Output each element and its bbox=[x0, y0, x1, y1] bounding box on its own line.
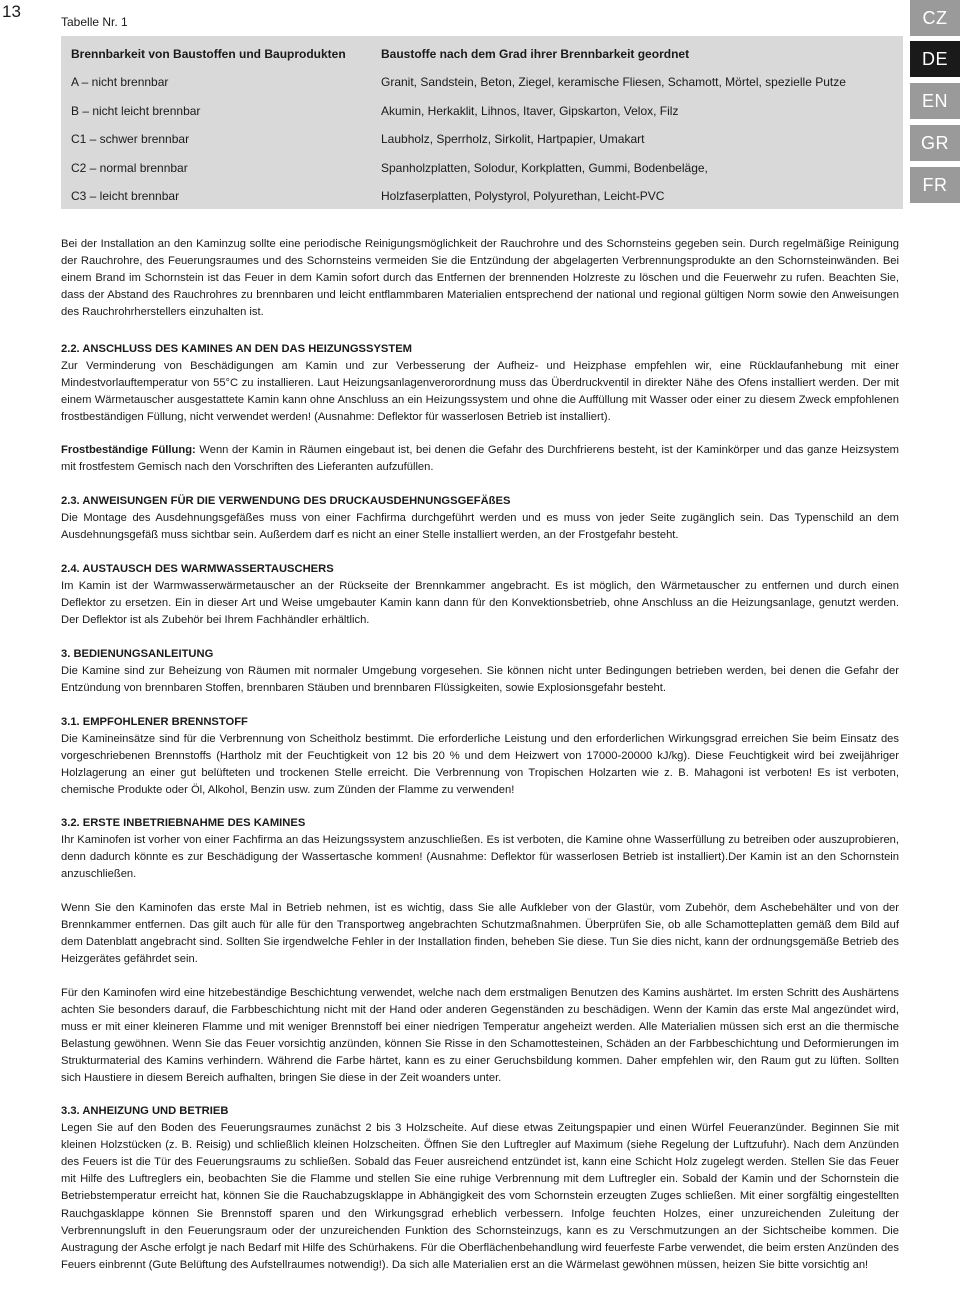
section-3 bbox=[61, 646, 899, 697]
table-cell-materials: Laubholz, Sperrholz, Sirkolit, Hartpapier, Umakart bbox=[381, 132, 645, 146]
frost-text: Wenn der Kamin in Räumen eingebaut ist, bei denen die Gefahr des Durchfrierens besteht, ist der Kaminkörper und das ganze Heizsystem mit frostfestem Gemisch nach den Vorschriften des Lieferanten aufzufüllen. bbox=[61, 444, 899, 474]
table-header-left: Brennbarkeit von Baustoffen und Bauprodukten bbox=[71, 47, 346, 61]
lang-tab-cz[interactable]: CZ bbox=[910, 0, 960, 36]
lang-tab-fr[interactable]: FR bbox=[910, 167, 960, 203]
table-cell-class: C1 – schwer brennbar bbox=[71, 132, 190, 146]
frost-label: Frostbeständige Füllung: bbox=[61, 444, 196, 456]
section-heading: 2.2. ANSCHLUSS DES KAMINES AN DEN DAS HEIZUNGSSYSTEM bbox=[61, 343, 413, 355]
section-heading: 2.3. ANWEISUNGEN FÜR DIE VERWENDUNG DES DRUCKAUSDEHNUNGSGEFÄßES bbox=[61, 495, 511, 507]
section-2-2 bbox=[61, 341, 899, 426]
section-heading: 3.2. ERSTE INBETRIEBNAHME DES KAMINES bbox=[61, 817, 306, 829]
section-text: Die Montage des Ausdehnungsgefäßes muss von einer Fachfirma durchgeführt werden und es muss von jeder Seite zugänglich sein. Das Typenschild an dem Ausdehnungsgefäß muss sichtbar sein. Außerdem darf es nicht an einer Stelle installiert werden, an der Frostgefahr besteht. bbox=[61, 512, 899, 542]
section-text: Zur Verminderung von Beschädigungen am Kamin und zur Verbesserung der Aufheiz- und Heizphase empfehlen wir, eine Rücklaufanhebung mit einer Mindestvorlauftemperatur von 55°C zu installieren. Laut Heizungsanlagenverorordnung muss das Überdruckventil in direkter Nähe des Ofens installiert werden. Der mit einem Wärmetauscher ausgestattete Kamin kann ohne Anschluss an ein Heizungssystem und ohne die Auffüllung mit Wasser oder einer zu diesem Zweck empfohlenen frostbeständigen Füllung, nicht verwendet werden! (Ausnahme: Deflektor für wasserlosen Betrieb ist installiert). bbox=[61, 360, 899, 424]
section-3-2-paragraph-2 bbox=[61, 900, 899, 968]
table-cell-materials: Spanholzplatten, Solodur, Korkplatten, Gummi, Bodenbeläge, bbox=[381, 161, 708, 175]
section-text: Legen Sie auf den Boden des Feuerungsraumes zunächst 2 bis 3 Holzscheite. Auf diese etwas Zeitungspapier und einen Würfel Feueranzünder. Beginnen Sie mit kleinen Holzstücken (z. B. Reisig) und schließlich kleinen Holzscheiten. Öffnen Sie den Luftregler auf Maximum (siehe Regelung der Luftzufuhr). Nach dem Anzünden des Feuers ist die Tür des Feuerungsraums zu schließen. Sobald das Feuer ausreichend entzündet ist, kann eine Schicht Holz zugelegt werden. Stellen Sie das Feuer mit Hilfe des Luftreglers ein, beobachten Sie die Flamme und stellen Sie eine ruhige Verbrennung mit dem Luftregler ein. Sobald der Kamin und der Schornstein die Betriebstemperatur erreicht hat, können Sie die Rauchabzugsklappe in Abhängigkeit des vom Schornstein erzeugten Zuges schließen. Mit einer sorgfältig eingestellten Rauchgasklappe können Sie Brennstoff sparen und den Wirkungsgrad erheblich verbessern. Infolge feuchten Holzes, einer unzureichenden Zuleitung der Verbrennungsluft in den Feuerungsraum oder der unzureichenden Funktion des Schornsteinzugs, kann es zu Verschmutzungen an der Sichtscheibe kommen. Die Austragung der Asche erfolgt je nach Bedarf mit Hilfe des Schürhakens. Für die Oberflächenbehandlung wird feuerfeste Farbe verwendet, die beim ersten Anzünden des Feuers einbrennt (Gute Belüftung des Aufstellraumes notwendig!). Da sich alle Materialien erst an die Wärmelast gewöhnen müssen, heizen Sie bitte vorsichtig an! bbox=[61, 1122, 899, 1271]
section-text: Wenn Sie den Kaminofen das erste Mal in Betrieb nehmen, ist es wichtig, dass Sie alle Aufkleber von der Glastür, vom Zubehör, dem Aschebehälter und von der Brennkammer entfernen. Das gilt auch für alle für den Transportweg angebrachten Schutzmaßnahmen. Überprüfen Sie, ob alle Schamotteplatten gemäß dem Bild auf dem Datenblatt angebracht sind. Sollten Sie irgendwelche Fehler in der Installation finden, beheben Sie diese. Tun Sie dies nicht, kann der ordnungsgemäße Betrieb des Heizgerätes gefährdet sein. bbox=[61, 902, 899, 966]
section-text: Für den Kaminofen wird eine hitzebeständige Beschichtung verwendet, welche nach dem erstmaligen Benutzen des Kamins aushärtet. Im ersten Schritt des Aushärtens achten Sie besonders darauf, die Farbbeschichtung nicht mit der Hand oder anderen Gegenständen zu beschädigen. Wenn der Kamin das erste Mal angezündet wird, muss er mit einer kleineren Flamme und mit weniger Brennstoff bei einer niedrigen Temperatur angeheizt werden. Alle Materialien müssen sich erst an die thermische Belastung gewöhnen. Wenn Sie das Feuer vorsichtig anzünden, können Sie Risse in den Schamottesteinen, Schäden an der Farbbeschichtung und Deformierungen im Strukturmaterial des Kamins verhindern. Während die Farbe härtet, kann es zu einer Geruchsbildung kommen. Daher empfehlen wir, den Raum gut zu lüften. Sollten sich Haustiere in diesem Bereich aufhalten, bringen Sie diese in der Zeit woanders unter. bbox=[61, 987, 899, 1085]
section-3-2 bbox=[61, 815, 899, 883]
table-caption: Tabelle Nr. 1 bbox=[61, 15, 128, 29]
lang-tab-en[interactable]: EN bbox=[910, 83, 960, 119]
table-cell-materials: Granit, Sandstein, Beton, Ziegel, keramische Fliesen, Schamott, Mörtel, spezielle Putze bbox=[381, 75, 846, 89]
section-text: Die Kamineinsätze sind für die Verbrennung von Scheitholz bestimmt. Die erforderliche Leistung und den erforderlichen Wirkungsgrad erreichen Sie beim Einsatz des vorgeschriebenen Brennstoffs (Hartholz mit der Feuchtigkeit von 12 bis 20 % und dem Heizwert von 17000-20000 kJ/kg). Diese Feuchtigkeit wird bei zweijähriger Holzlagerung an einer gut belüfteten und trockenen Stelle erreicht. Die Verbrennung von Tropischen Holzarten wie z. B. Mahagoni ist verboten! Es ist verboten, chemische Produkte oder Öl, Alkohol, Benzin usw. zum Zünden der Flamme zu verwenden! bbox=[61, 733, 899, 797]
table-cell-class: A – nicht brennbar bbox=[71, 75, 169, 89]
section-text: Die Kamine sind zur Beheizung von Räumen mit normaler Umgebung vorgesehen. Sie können nicht unter Bedingungen betrieben werden, bei denen die Gefahr der Entzündung von brennbaren Stoffen, brennbaren Stäuben und brennbaren Flüssigkeiten, sowie Explosionsgefahr besteht. bbox=[61, 665, 899, 695]
table-column-class bbox=[61, 36, 365, 209]
frost-paragraph bbox=[61, 442, 899, 476]
section-heading: 2.4. AUSTAUSCH DES WARMWASSERTAUSCHERS bbox=[61, 563, 334, 575]
table-cell-class: C3 – leicht brennbar bbox=[71, 189, 180, 203]
section-heading: 3.1. EMPFOHLENER BRENNSTOFF bbox=[61, 716, 248, 728]
table-cell-class: B – nicht leicht brennbar bbox=[71, 104, 201, 118]
section-heading: 3. BEDIENUNGSANLEITUNG bbox=[61, 648, 214, 660]
section-text: Ihr Kaminofen ist vorher von einer Fachfirma an das Heizungssystem anzuschließen. Es ist verboten, die Kamine ohne Wasserfüllung zu betreiben oder auszuprobieren, denn dadurch könnte es zur Beschädigung der Wassertasche kommen! (Ausnahme: Deflektor für wasserlosen Betrieb ist installiert).Der Kamin ist an den Schornstein anzuschließen. bbox=[61, 834, 899, 881]
section-3-1 bbox=[61, 714, 899, 799]
table-cell-materials: Holzfaserplatten, Polystyrol, Polyurethan, Leicht-PVC bbox=[381, 189, 665, 203]
section-2-3 bbox=[61, 493, 899, 544]
table-cell-class: C2 – normal brennbar bbox=[71, 161, 188, 175]
table-column-materials bbox=[370, 36, 903, 209]
section-heading: 3.3. ANHEIZUNG UND BETRIEB bbox=[61, 1105, 229, 1117]
lang-tab-de[interactable]: DE bbox=[910, 41, 960, 77]
section-3-2-paragraph-3 bbox=[61, 985, 899, 1088]
lang-tab-gr[interactable]: GR bbox=[910, 125, 960, 161]
table-header-right: Baustoffe nach dem Grad ihrer Brennbarkeit geordnet bbox=[381, 47, 690, 61]
section-2-4 bbox=[61, 561, 899, 629]
flammability-table bbox=[61, 36, 903, 209]
page-number: 13 bbox=[2, 2, 21, 21]
intro-paragraph: Bei der Installation an den Kaminzug sollte eine periodische Reinigungsmöglichkeit der Rauchrohre und des Schornsteins gegeben sein. Durch regelmäßige Reinigung der Rauchrohre, des Feuerungsraumes und des Schornsteins vermeiden Sie die Entzündung der abgelagerten Verbrennungsprodukte an den Schornsteinwänden. Bei einem Brand im Schornstein ist das Feuer in dem Kamin sofort durch das Entfernen der brennenden Holzreste zu löschen und die Feuerwehr zu rufen. Beachten Sie, dass der Abstand des Rauchrohres zu brennbaren und leicht entflammbaren Materialien entsprechend der national und regional gültigen Norm sowie den Anweisungen des Rauchrohrherstellers einzuhalten ist. bbox=[61, 238, 899, 319]
section-text: Im Kamin ist der Warmwasserwärmetauscher an der Rückseite der Brennkammer angebracht. Es ist möglich, den Wärmetauscher zu entfernen und durch einen Deflektor zu ersetzen. Ein in dieser Art und Weise umgebauter Kamin kann dann für den Konvektionsbetrieb, ohne Anschluss an die Heizungsanlage, genutzt werden. Der Deflektor ist als Zubehör bei Ihrem Fachhändler erhältlich. bbox=[61, 580, 899, 627]
table-cell-materials: Akumin, Herkaklit, Lihnos, Itaver, Gipskarton, Velox, Filz bbox=[381, 104, 679, 118]
section-3-3 bbox=[61, 1103, 899, 1274]
